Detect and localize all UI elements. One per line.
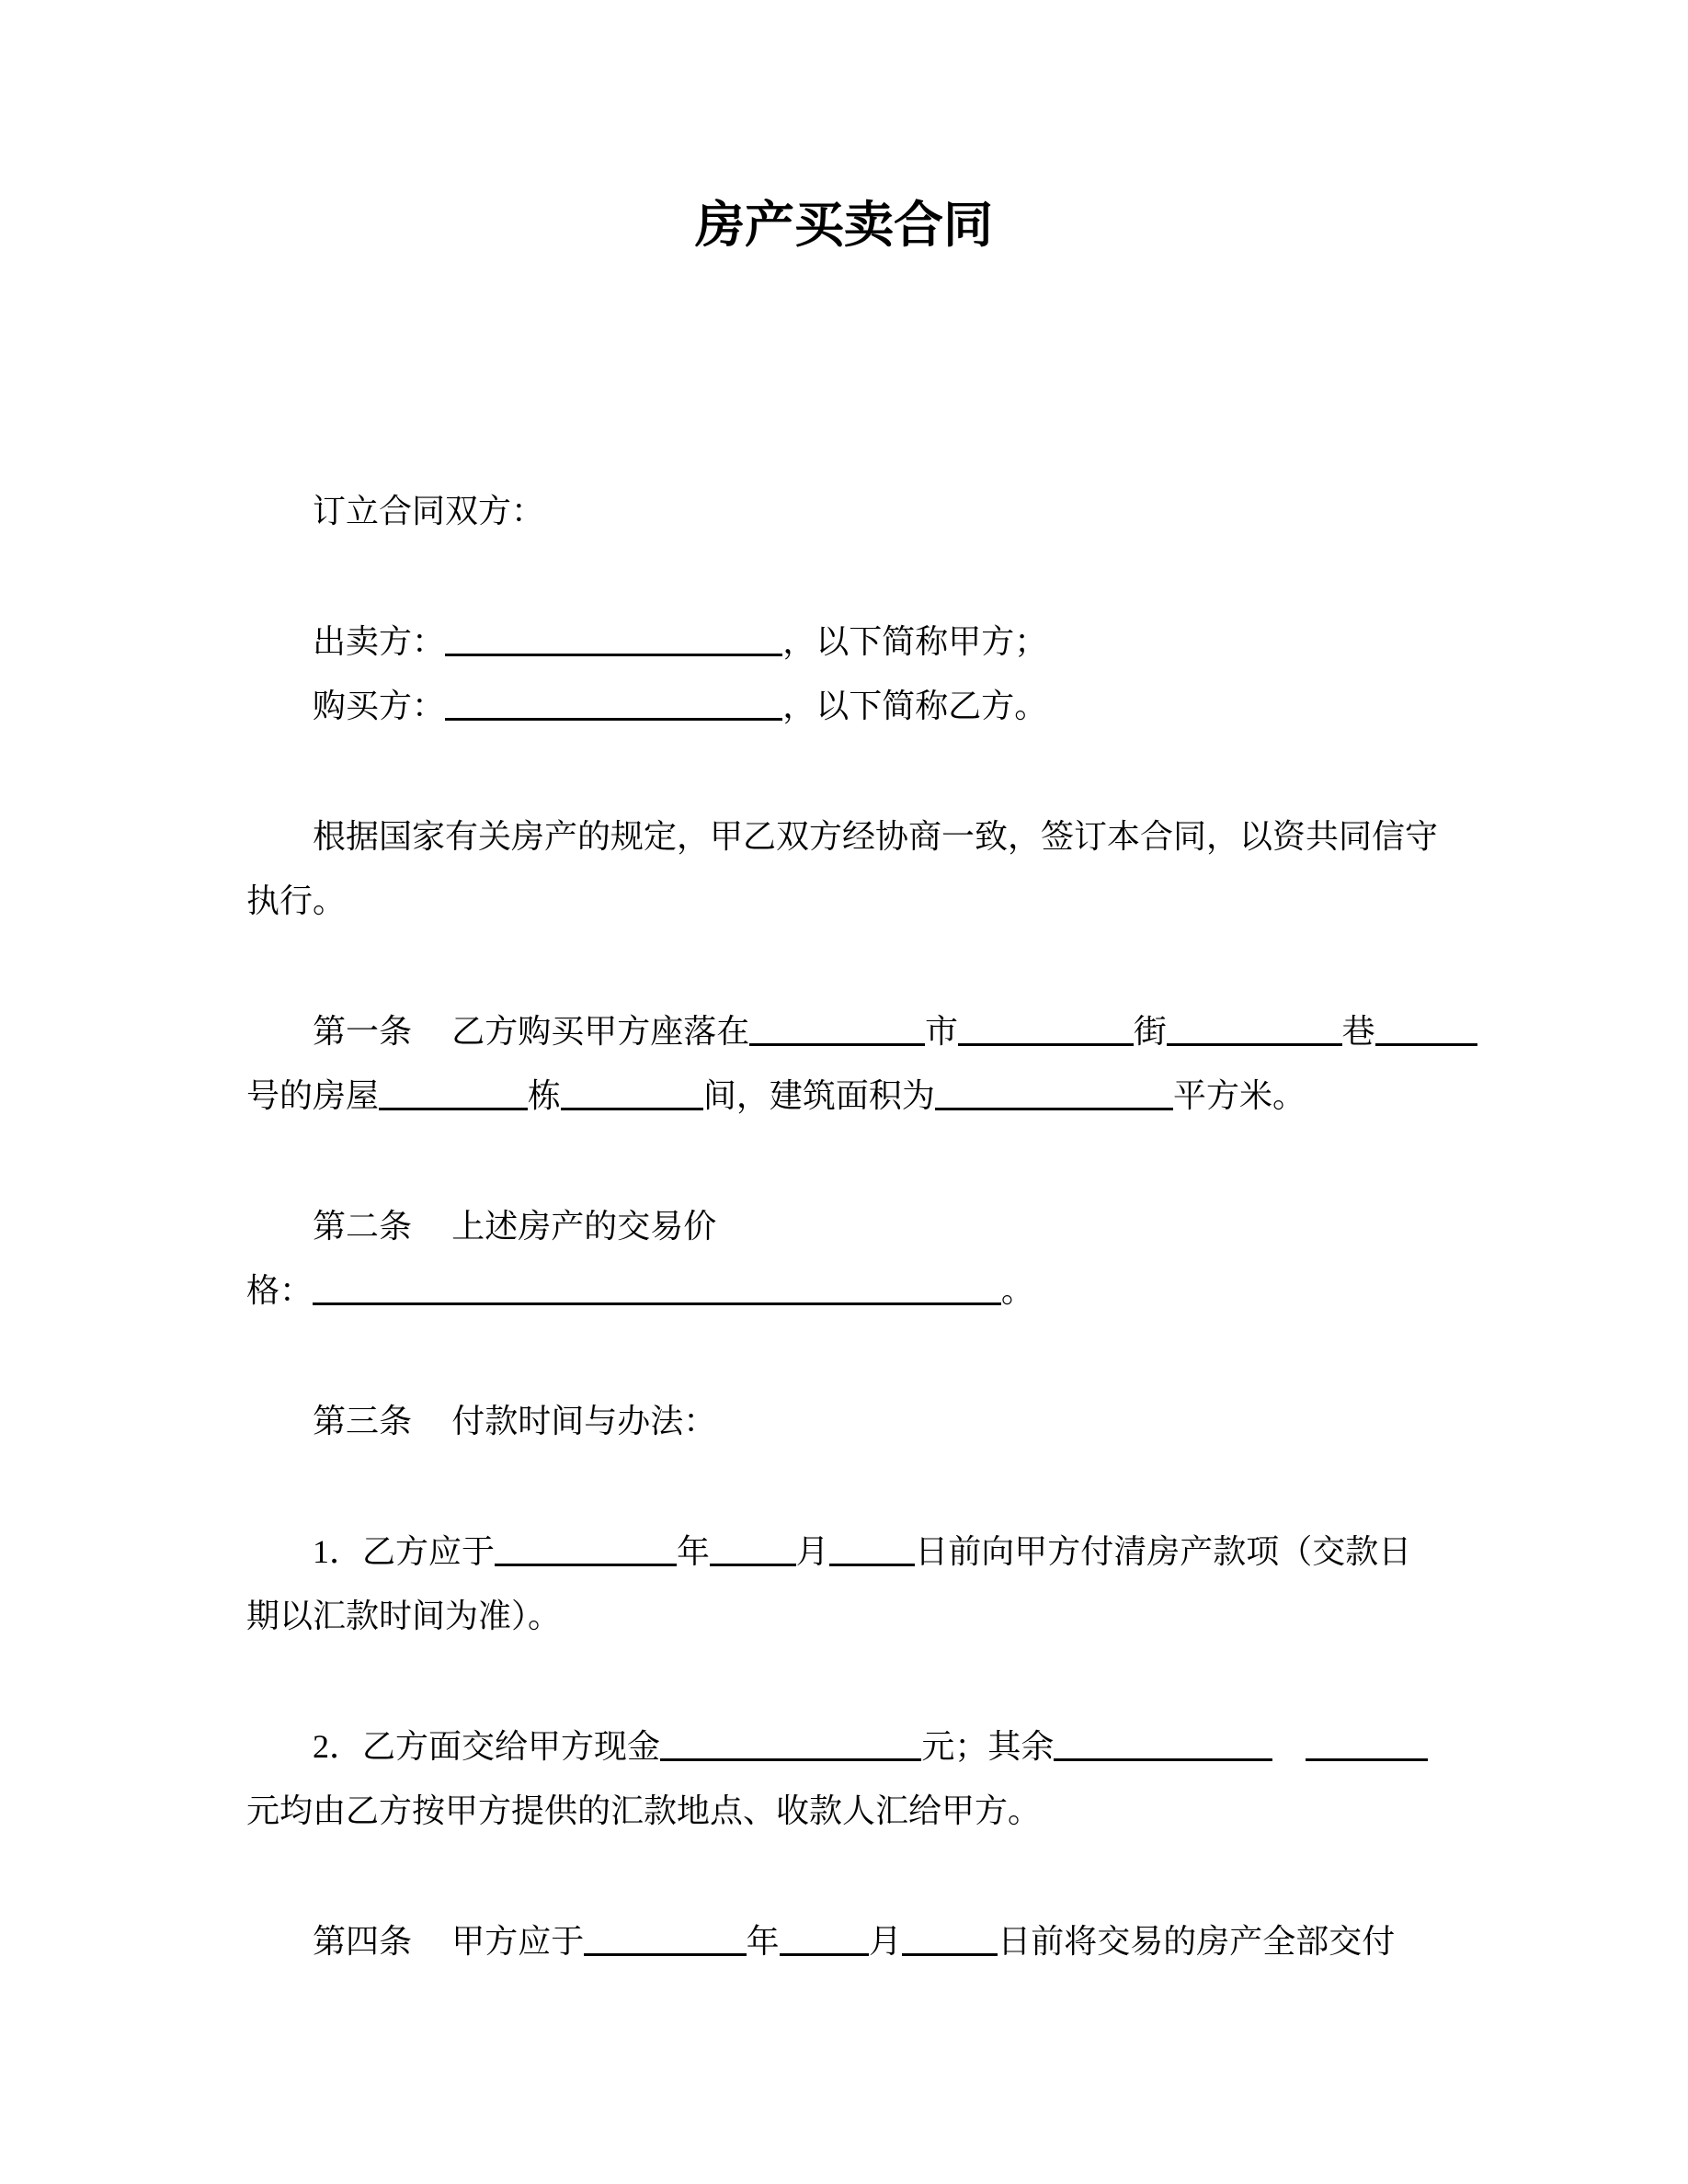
text-run: 日前向甲方付清房产款项（交款日	[915, 1533, 1412, 1570]
text-run: 第四条	[313, 1923, 413, 1960]
contract-line	[246, 804, 1467, 869]
contract-line	[246, 1909, 1467, 1974]
text-run: 乙方购买甲方座落在	[451, 1013, 750, 1050]
fill-in-blank	[445, 687, 782, 721]
text-run: 格：	[246, 1272, 314, 1309]
text-run: 甲方应于	[451, 1923, 585, 1960]
text-run: 市	[925, 1013, 959, 1050]
fill-in-blank	[1375, 1012, 1478, 1046]
contract-line	[246, 1194, 1467, 1258]
text-run: 出卖方：	[313, 623, 446, 660]
text-run: 1．乙方应于	[313, 1533, 496, 1570]
inline-space	[412, 1236, 451, 1237]
text-run: 年	[677, 1533, 711, 1570]
text-run: 执行。	[246, 882, 347, 919]
document-title: 房产买卖合同	[695, 198, 993, 253]
contract-line	[246, 999, 1467, 1064]
fill-in-blank	[902, 1922, 998, 1956]
text-run: 第三条	[313, 1403, 413, 1439]
text-run: 平方米。	[1173, 1077, 1306, 1114]
fill-in-blank	[660, 1727, 921, 1761]
text-run: ，以下简称乙方。	[782, 688, 1048, 724]
fill-in-blank	[958, 1012, 1134, 1046]
fill-in-blank	[1167, 1012, 1342, 1046]
text-run: 月	[868, 1923, 902, 1960]
fill-in-blank	[561, 1076, 703, 1110]
fill-in-blank	[379, 1076, 528, 1110]
text-run: 栋	[528, 1077, 562, 1114]
fill-in-blank	[829, 1532, 916, 1566]
text-run: 元均由乙方按甲方提供的汇款地点、收款人汇给甲方。	[246, 1792, 1042, 1829]
text-run: 。	[1000, 1272, 1034, 1309]
contract-line	[246, 1519, 1467, 1584]
contract-line	[246, 1389, 1467, 1453]
contract-line	[246, 609, 1467, 674]
text-run: 第二条	[313, 1208, 413, 1245]
fill-in-blank	[749, 1012, 925, 1046]
contract-line	[246, 1064, 1467, 1128]
text-run: 上述房产的交易价	[451, 1208, 717, 1245]
inline-space	[412, 1951, 451, 1952]
text-run: 根据国家有关房产的规定，甲乙双方经协商一致，签订本合同，以资共同信守	[313, 818, 1439, 855]
text-run: 元；其余	[921, 1728, 1055, 1765]
text-run: 巷	[1341, 1013, 1375, 1050]
contract-line	[246, 479, 1467, 543]
contract-line	[246, 869, 1467, 933]
text-run: 期以汇款时间为准）。	[246, 1598, 562, 1634]
contract-line	[246, 1584, 1467, 1648]
fill-in-blank	[445, 622, 782, 656]
document-body	[0, 479, 1688, 1974]
inline-space	[412, 1431, 451, 1432]
text-run: 购买方：	[313, 688, 446, 724]
contract-line	[246, 1714, 1467, 1779]
text-run: 日前将交易的房产全部交付	[998, 1923, 1396, 1960]
contract-line	[246, 674, 1467, 738]
text-run: 2．乙方面交给甲方现金	[313, 1728, 661, 1765]
fill-in-blank	[1054, 1727, 1272, 1761]
text-run: 付款时间与办法：	[451, 1403, 717, 1439]
text-run: 年	[746, 1923, 780, 1960]
text-run: 街	[1133, 1013, 1167, 1050]
fill-in-blank	[935, 1076, 1173, 1110]
fill-in-blank	[584, 1922, 746, 1956]
fill-in-blank	[495, 1532, 677, 1566]
inline-space	[412, 1041, 451, 1042]
text-run: 间，建筑面积为	[702, 1077, 935, 1114]
text-run: 第一条	[313, 1013, 413, 1050]
fill-in-blank	[710, 1532, 796, 1566]
fill-in-blank	[1306, 1727, 1428, 1761]
fill-in-blank	[780, 1922, 869, 1956]
text-run: 月	[795, 1533, 829, 1570]
text-run: 订立合同双方：	[313, 493, 545, 529]
text-run: ，以下简称甲方；	[782, 623, 1048, 660]
fill-in-blank	[313, 1271, 1001, 1305]
contract-line	[246, 1779, 1467, 1843]
contract-line	[246, 1258, 1467, 1323]
text-run: 号的房屋	[246, 1077, 380, 1114]
